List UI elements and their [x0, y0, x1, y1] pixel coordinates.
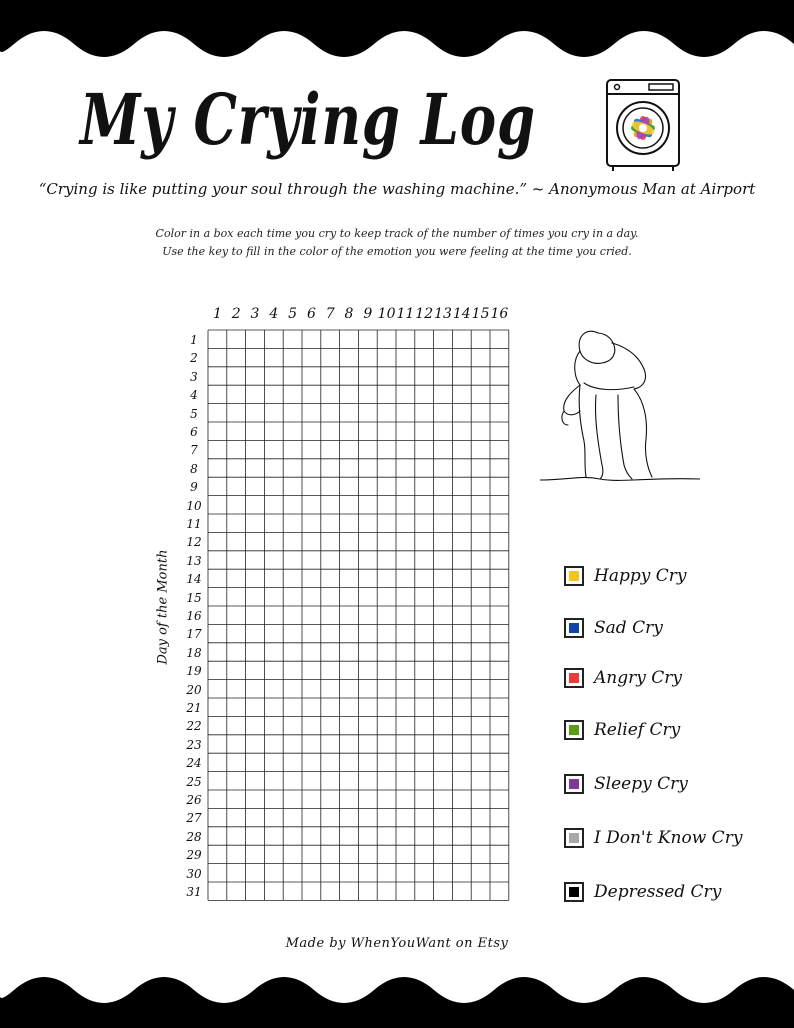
washing-machine-icon — [605, 78, 681, 173]
legend-item — [564, 826, 742, 850]
legend-label: Sad Cry — [594, 618, 663, 638]
column-label: 10 — [377, 306, 396, 322]
instructions — [0, 225, 794, 261]
grid-lines — [180, 300, 513, 904]
column-label: 5 — [288, 306, 298, 322]
row-label: 19 — [186, 664, 202, 679]
column-label: 11 — [396, 306, 415, 322]
column-label: 16 — [490, 306, 509, 322]
row-label: 12 — [186, 535, 202, 550]
legend-label: Depressed Cry — [594, 882, 722, 902]
column-label: 1 — [212, 306, 222, 322]
column-label: 4 — [269, 306, 279, 322]
quote-text: “Crying is like putting your soul through the washing machine.” ~ Anonymous Man at Airport — [38, 180, 756, 198]
legend-item — [564, 772, 688, 796]
row-label: 26 — [186, 793, 202, 807]
legend-swatch-fill — [569, 887, 579, 897]
row-label: 11 — [186, 517, 202, 531]
row-label: 13 — [186, 553, 202, 568]
legend-swatch — [564, 774, 584, 794]
column-label: 7 — [325, 306, 335, 322]
crying-person-illustration — [540, 325, 700, 490]
row-label: 31 — [186, 885, 202, 899]
row-label: 21 — [186, 701, 202, 715]
legend-swatch-fill — [569, 571, 579, 581]
scalloped-border-bottom — [0, 960, 794, 1028]
legend-swatch — [564, 668, 584, 688]
row-label: 23 — [186, 737, 202, 752]
row-label: 8 — [190, 461, 198, 476]
row-label: 29 — [186, 848, 202, 863]
legend-label: Angry Cry — [594, 668, 682, 688]
legend-swatch-fill — [569, 779, 579, 789]
row-label: 5 — [190, 406, 198, 421]
column-label: 14 — [452, 306, 471, 322]
row-label: 25 — [186, 774, 202, 789]
legend-label: Sleepy Cry — [594, 774, 688, 794]
legend-swatch — [564, 720, 584, 740]
row-label: 1 — [190, 333, 198, 347]
legend-label: I Don't Know Cry — [594, 828, 743, 848]
row-label: 28 — [186, 829, 202, 844]
legend-item — [564, 564, 686, 588]
row-label: 30 — [186, 866, 202, 881]
legend-swatch-fill — [569, 673, 579, 683]
row-label: 16 — [186, 609, 202, 623]
row-label: 27 — [186, 811, 202, 826]
legend-item — [564, 616, 663, 640]
column-label: 12 — [415, 306, 434, 322]
column-label: 15 — [471, 306, 490, 322]
legend-swatch-fill — [569, 725, 579, 735]
legend-swatch-fill — [569, 623, 579, 633]
column-label: 3 — [250, 306, 260, 322]
instruction-line: Use the key to fill in the color of the emotion you were feeling at the time you cried. — [162, 245, 632, 258]
scalloped-border-top — [0, 0, 794, 70]
row-label: 15 — [186, 590, 202, 605]
row-label: 18 — [186, 645, 202, 660]
legend-swatch — [564, 618, 584, 638]
row-label: 14 — [186, 572, 202, 587]
column-label: 9 — [363, 306, 373, 322]
row-label: 9 — [190, 480, 198, 495]
legend-label: Happy Cry — [594, 566, 687, 586]
credit-text: Made by WhenYouWant on Etsy — [285, 936, 509, 951]
page-title: My Crying Log — [80, 78, 536, 161]
y-axis-label: Day of the Month — [155, 549, 171, 665]
legend-item — [564, 880, 721, 904]
row-label: 17 — [186, 627, 202, 642]
row-label: 10 — [186, 498, 202, 513]
instruction-line: Color in a box each time you cry to keep track of the number of times you cry in a day. — [155, 227, 639, 240]
row-label: 24 — [186, 756, 202, 771]
column-label: 2 — [231, 306, 241, 322]
legend-label: Relief Cry — [594, 720, 681, 740]
row-label: 4 — [190, 388, 198, 403]
column-label: 6 — [306, 306, 316, 322]
legend-swatch — [564, 828, 584, 848]
row-label: 20 — [186, 682, 202, 697]
row-label: 6 — [190, 425, 198, 439]
column-label: 13 — [434, 306, 452, 322]
legend-swatch — [564, 882, 584, 902]
legend-item — [564, 666, 682, 690]
row-label: 3 — [190, 369, 198, 384]
legend-swatch — [564, 566, 584, 586]
row-label: 7 — [190, 443, 198, 458]
legend-swatch-fill — [569, 833, 579, 843]
column-label: 8 — [344, 306, 354, 322]
row-label: 2 — [190, 351, 198, 366]
row-label: 22 — [186, 719, 202, 734]
legend-item — [564, 718, 680, 742]
